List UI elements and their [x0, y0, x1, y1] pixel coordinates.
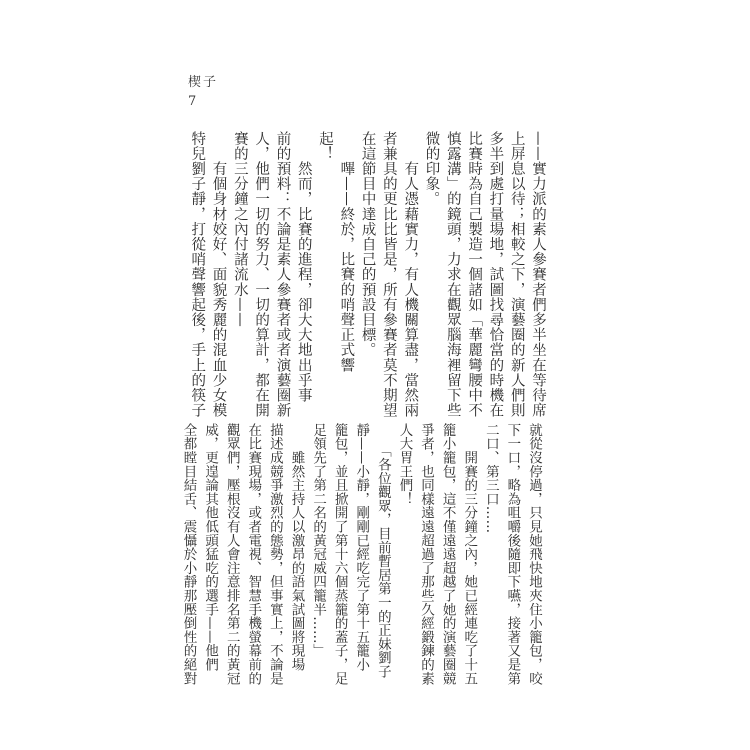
text-column: 二口、第三口……: [482, 423, 499, 534]
text-column: 爭者，也同樣遠遠超過了那些久經鍛鍊的素: [418, 423, 435, 686]
text-column: 籠小籠包，這不僅遠遠超越了她的演藝圈競: [439, 423, 456, 686]
text-column: 足領先了第二名的黃冠威四籠半……」: [310, 423, 327, 658]
text-column: 賽的三分鐘之內付諸流水——: [231, 131, 248, 328]
text-column: 前的預料：不論是素人參賽者或者演藝圈新: [274, 131, 291, 418]
text-column: 嗶——終於，比賽的哨聲正式響: [338, 131, 355, 373]
text-column: 「各位觀眾，目前暫居第一的正妹劉子: [374, 423, 391, 679]
running-head: 楔子: [188, 75, 219, 90]
text-column: 人，他們一切的努力、一切的算計，都在開: [253, 131, 270, 418]
page-number: 7: [188, 94, 197, 109]
text-column: 在這節目中達成自己的預設目標。: [359, 131, 376, 358]
text-column: 雖然主持人以激昂的語氣試圖將現場: [288, 423, 305, 672]
text-column: 靜——小靜，剛剛已經吃完了第十五籠小: [353, 423, 370, 672]
text-column: 全都瞠目結舌、震懾於小靜那壓倒性的絕對: [180, 423, 197, 686]
text-column: 比賽時為自己製造一個諸如「華麗彎腰中不: [466, 131, 483, 418]
text-column: 起！: [317, 131, 334, 162]
text-column: 者兼具的更比比皆是，所有參賽者莫不期望: [380, 131, 397, 418]
text-column: 開賽的三分鐘之內，她已經連吃了十五: [461, 423, 478, 686]
text-column: 多半到處打量場地，試圖找尋恰當的時機在: [487, 131, 504, 418]
text-column: 描述成競爭激烈的態勢，但事實上，不論是: [266, 423, 283, 686]
text-column: 人大胃王們！: [396, 423, 413, 506]
text-column: 上屏息以待；相較之下，演藝圈的新人們則: [508, 131, 525, 418]
text-column: 微的印象。: [423, 131, 440, 207]
text-column: 威，更遑論其他低頭猛吃的選手——他們: [202, 423, 219, 672]
text-column: 然而，比賽的進程，卻大大地出乎事: [295, 131, 312, 403]
text-column: 有個身材姣好、面貌秀麗的混血少女模: [210, 131, 227, 418]
text-column: 下一口，略為咀嚼後隨即下嚥，接著又是第: [504, 423, 521, 686]
bottom-text-block: [176, 423, 544, 691]
text-column: 在比賽現場，或者電視、智慧手機螢幕前的: [245, 423, 262, 686]
text-column: 有人憑藉實力，有人機關算盡，當然兩: [402, 131, 419, 418]
text-column: 就從沒停過，只見她飛快地夾住小籠包，咬: [526, 423, 542, 686]
text-column: ——實力派的素人參賽者們多半坐在等待席: [530, 131, 546, 418]
text-column: 特兒劉子靜，打從哨聲響起後，手上的筷子: [189, 131, 206, 418]
top-text-block: [186, 131, 548, 423]
text-column: 觀眾們，壓根沒有人會注意排名第二的黃冠: [223, 423, 240, 686]
text-column: 慎露溝」的鏡頭，力求在觀眾腦海裡留下些: [444, 131, 461, 418]
text-column: 籠包，並且掀開了第十六個蒸籠的蓋子，足: [331, 423, 348, 686]
